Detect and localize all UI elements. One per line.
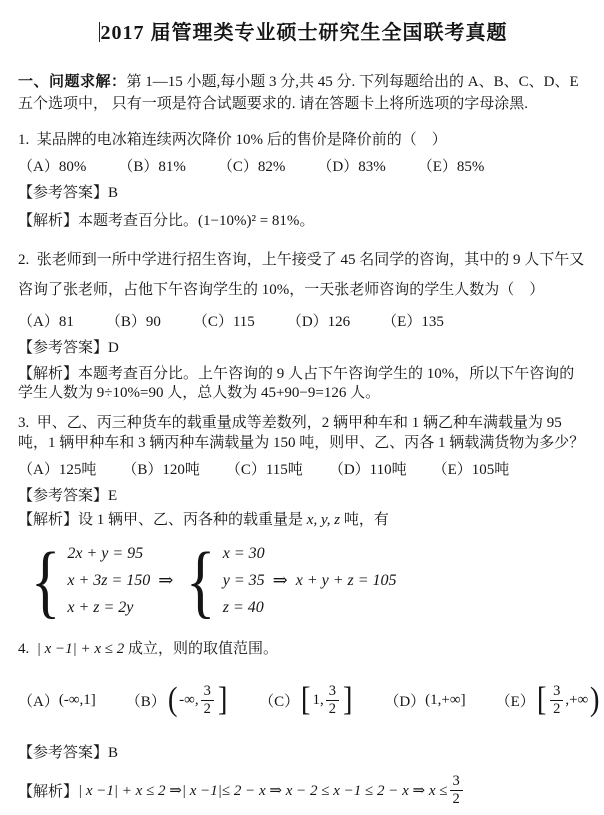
- close-bracket: ]: [342, 681, 353, 718]
- fraction: [550, 683, 563, 717]
- option-3e: （E）105吨: [432, 462, 510, 478]
- text-cursor-artifact: [99, 22, 100, 42]
- option-4a: [18, 690, 96, 711]
- equation-result: x + y + z = 105: [295, 571, 397, 589]
- fraction-numerator: 3: [550, 683, 563, 701]
- section-intro: [18, 71, 588, 115]
- answer-3-value: E: [108, 488, 118, 504]
- answer-2-value: D: [108, 340, 119, 356]
- option-4e: [496, 683, 602, 717]
- option-label: （B）: [125, 693, 166, 710]
- analysis-4-derivation: | x −1| + x ≤ 2 ⇒| x −1|≤ 2 − x ⇒ x − 2 ≤ x −1 ≤ 2 − x ⇒ x ≤: [78, 782, 448, 799]
- option-2e: （E）135: [382, 314, 444, 330]
- question-1-text: [18, 130, 588, 150]
- fraction-denominator: 2: [203, 700, 211, 717]
- fraction-numerator: 3: [450, 773, 463, 791]
- analysis-line-2: [18, 365, 588, 403]
- answer-label: 【参考答案】: [18, 185, 109, 201]
- left-brace-2: {: [186, 534, 216, 626]
- analysis-label: 【解析】: [18, 366, 79, 382]
- answer-label: 【参考答案】: [18, 488, 109, 504]
- option-3d: （D）110吨: [328, 462, 407, 478]
- equation-left-2: x + 3z = 150: [67, 572, 151, 589]
- equation-right-1: x = 30: [222, 545, 265, 562]
- option-2d: （D）126: [286, 314, 351, 330]
- fraction: [326, 683, 339, 717]
- fraction-numerator: 3: [201, 683, 214, 701]
- option-2a: （A）81: [18, 314, 74, 330]
- question-3-number: 3.: [18, 415, 30, 431]
- analysis-line-3: [18, 510, 588, 530]
- interval-a: (-∞,1]: [58, 691, 96, 708]
- fraction-denominator: 2: [553, 700, 561, 717]
- option-1d: （D）83%: [317, 159, 386, 175]
- option-4c: [259, 683, 354, 717]
- equation-left-3: x + z = 2y: [67, 599, 134, 616]
- question-2-stem: 张老师到一所中学进行招生咨询，上午接受了 45 名同学的咨询，其中的 9 人下午又咨询了张老师，占他下午咨询学生的 10%，一天张老师咨询的学生人数为（ ）: [18, 252, 585, 298]
- equation-system: [26, 534, 588, 626]
- title-text: 2017 届管理类专业硕士研究生全国联考真题: [100, 22, 508, 44]
- question-3-text: [18, 413, 588, 453]
- analysis-line-4: [18, 773, 588, 807]
- answer-1-value: B: [108, 185, 119, 201]
- question-4-formula: | x −1| + x ≤ 2: [36, 641, 125, 657]
- option-1e: （E）85%: [417, 159, 485, 175]
- option-label: （E）: [495, 693, 535, 710]
- question-1-number: 1.: [18, 132, 30, 148]
- fraction: [450, 773, 463, 807]
- question-2-text: [18, 245, 588, 305]
- option-2b: （B）90: [105, 314, 161, 330]
- answer-line-2: [18, 338, 588, 358]
- section-heading: 一、问题求解：: [18, 74, 127, 90]
- answer-line-3: [18, 486, 588, 506]
- answer-4-value: B: [108, 745, 119, 761]
- option-1b: （B）81%: [118, 159, 186, 175]
- interval-d: (1,+∞]: [425, 691, 466, 708]
- question-4-options: [18, 671, 600, 729]
- analysis-3-pre: 设 1 辆甲、乙、丙各种的载重量是: [78, 512, 307, 528]
- equation-right-3: z = 40: [222, 599, 264, 616]
- option-1a: （A）80%: [18, 159, 87, 175]
- option-4b: [126, 683, 229, 717]
- interval-b-left: -∞,: [179, 691, 199, 708]
- equation-column-right: [223, 540, 265, 621]
- question-4-stem: 成立，则的取值范围。: [124, 641, 279, 657]
- equation-right-2: y = 35: [222, 572, 265, 589]
- open-bracket: [: [301, 681, 311, 718]
- interval-c-left: 1,: [312, 691, 324, 708]
- question-4-text: [18, 639, 588, 659]
- option-label: （C）: [259, 693, 300, 710]
- option-3a: （A）125吨: [18, 462, 97, 478]
- open-paren: (: [167, 681, 178, 718]
- analysis-label: 【解析】: [18, 783, 79, 800]
- fraction-denominator: 2: [452, 790, 460, 807]
- fraction-denominator: 2: [328, 700, 336, 717]
- close-bracket: ]: [217, 681, 228, 718]
- question-4-number: 4.: [18, 641, 30, 657]
- option-3b: （B）120吨: [122, 462, 200, 478]
- question-3-stem: 甲、乙、丙三种货车的载重量成等差数列，2 辆甲种车和 1 辆乙种车满载量为 95 吨，1 辆甲种车和 3 辆丙种车满载量为 150 吨，则甲、乙、丙各 1 辆载满货物为多少？: [18, 415, 585, 451]
- option-label: （D）: [384, 693, 426, 710]
- question-1-options: [18, 155, 588, 176]
- analysis-label: 【解析】: [18, 512, 79, 528]
- analysis-1-end: 。: [299, 213, 315, 229]
- analysis-3-vars: x, y, z: [306, 512, 341, 528]
- answer-line-1: [18, 183, 588, 203]
- option-4d: [384, 690, 465, 711]
- option-label: （A）: [18, 693, 59, 710]
- page-title: [18, 16, 588, 45]
- section-instructions: 第 1—15 小题,每小题 3 分,共 45 分. 下列每题给出的 A、B、C、D、E 五个选项中， 只有一项是符合试题要求的. 请在答题卡上将所选项的字母涂黑.: [18, 74, 579, 112]
- open-bracket: [: [536, 681, 547, 718]
- option-1c: （C）82%: [217, 159, 286, 175]
- analysis-2-text: 本题考查百分比。上午咨询的 9 人占下午咨询学生的 10%，所以下午咨询的学生人数为 9÷10%=90 人，总人数为 45+90−9=126 人。: [18, 366, 575, 401]
- analysis-1-text: 本题考查百分比。: [78, 213, 199, 229]
- question-3-options: [18, 458, 588, 479]
- implies-arrow: ⇒: [158, 570, 174, 590]
- option-3c: （C）115吨: [225, 462, 303, 478]
- question-1-stem: 某品牌的电冰箱连续两次降价 10% 后的售价是降价前的（ ）: [36, 132, 447, 148]
- close-paren: ): [590, 681, 600, 718]
- left-brace-1: {: [30, 534, 61, 626]
- analysis-3-post: 吨，有: [340, 512, 389, 528]
- analysis-label: 【解析】: [18, 213, 79, 229]
- option-2c: （C）115: [192, 314, 255, 330]
- answer-label: 【参考答案】: [18, 340, 109, 356]
- answer-line-4: [18, 743, 588, 763]
- question-2-options: [18, 310, 588, 331]
- question-2-number: 2.: [18, 252, 30, 268]
- fraction-numerator: 3: [326, 683, 339, 701]
- fraction: [201, 683, 214, 717]
- analysis-line-1: [18, 211, 588, 231]
- answer-label: 【参考答案】: [18, 745, 109, 761]
- equation-left-1: 2x + y = 95: [67, 545, 144, 562]
- implies-arrow: ⇒: [272, 570, 288, 590]
- equation-column-left: [67, 540, 150, 621]
- analysis-1-formula: (1−10%)² = 81%: [198, 213, 300, 229]
- interval-e-right: ,+∞: [565, 691, 589, 708]
